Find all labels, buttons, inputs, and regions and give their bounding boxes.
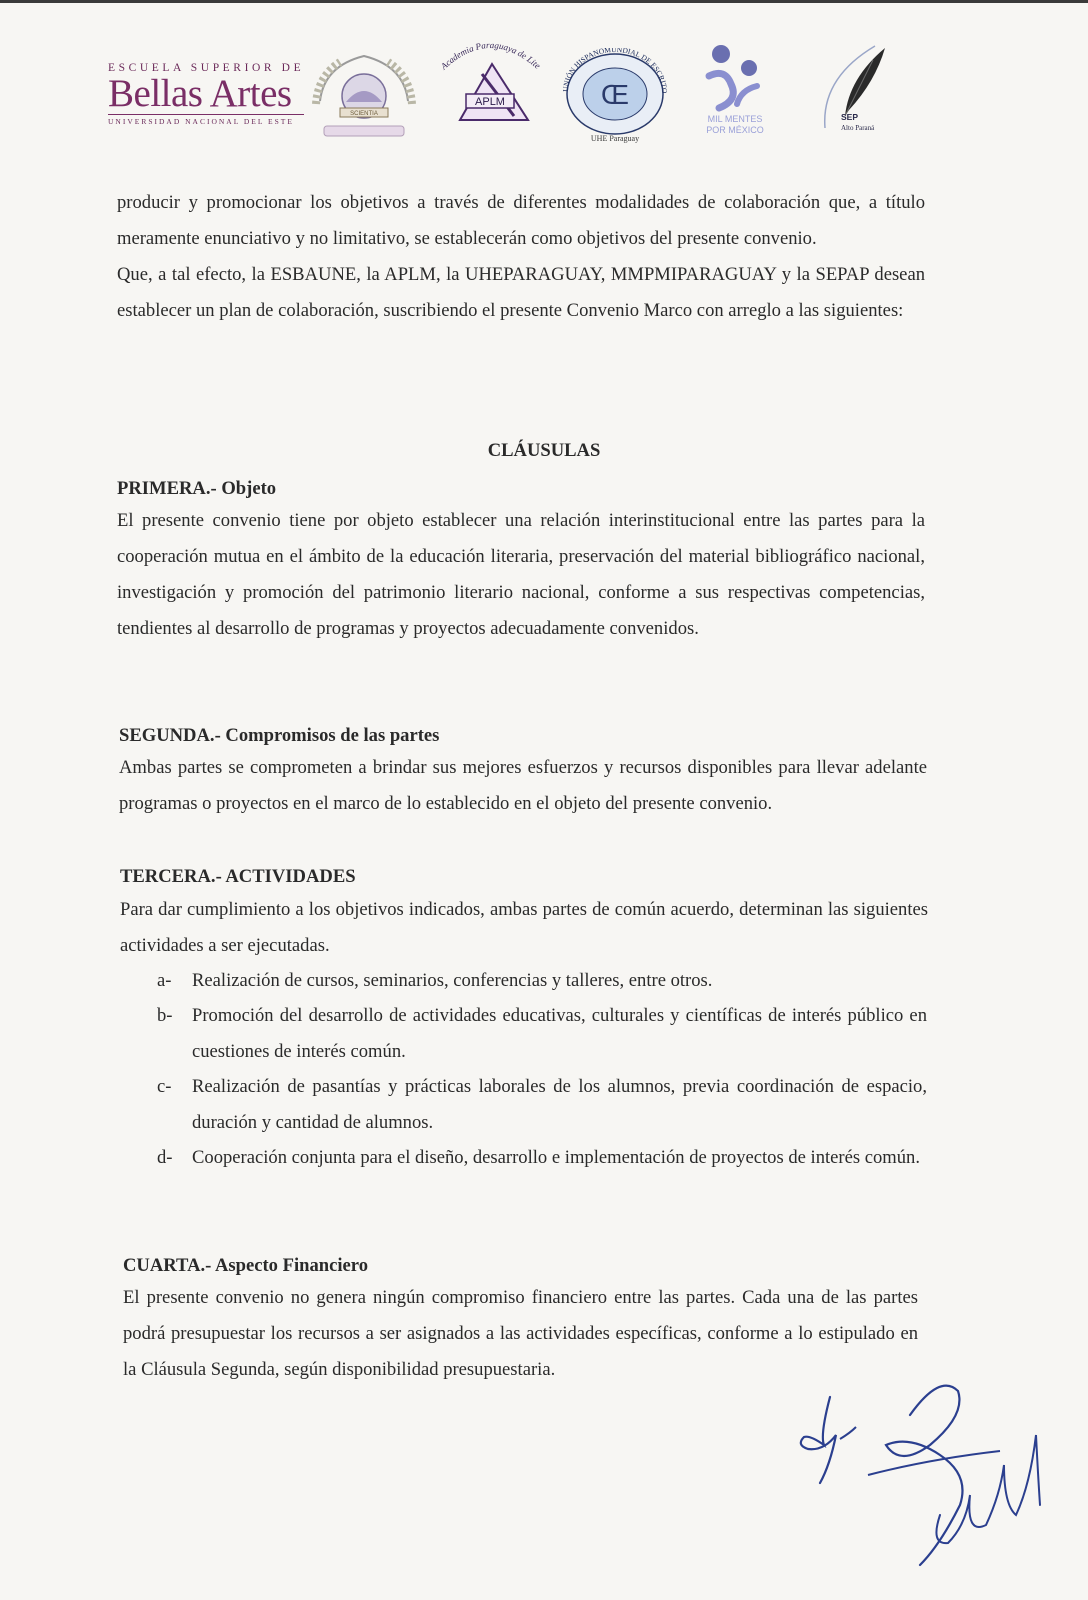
escuela-main-text: Bellas Artes [108, 72, 292, 115]
mil-mentes-line2: POR MÉXICO [706, 125, 764, 135]
svg-text:Academia Paraguaya de Literatu [430, 40, 543, 72]
seal-text: SCIENTIA [350, 111, 378, 117]
primera-text: El presente convenio tiene por objeto establecer una relación interinstitucional entre las partes para la cooperación mutua en el ámbito de la educación literaria, preservación del material bibliográfico nacional, investigación y promoción del patrimonio literario nacional, conforme a sus respectivas competencias, tendientes al desarrollo de programas y proyectos adecuadamente convenidos. [117, 510, 925, 639]
segunda-text: Ambas partes se comprometen a brindar sus mejores esfuerzos y recursos disponibles para llevar adelante programas o proyectos en el marco de lo establecido en el objeto del presente convenio. [119, 757, 927, 814]
intro-paragraph-2: Que, a tal efecto, la ESBAUNE, la APLM, la UHEPARAGUAY, MMPMIPARAGUAY y la SEPAP desean establecer un plan de colaboración, suscribiendo el presente Convenio Marco con arreglo a las siguientes: [117, 264, 925, 321]
list-item [157, 998, 927, 1070]
list-item-text: Realización de cursos, seminarios, conferencias y talleres, entre otros. [192, 970, 713, 991]
aplm-arc-text: Academia Paraguaya de Lite [438, 40, 543, 72]
list-item-label: c- [157, 1076, 172, 1097]
list-item-text: Cooperación conjunta para el diseño, desarrollo e implementación de proyectos de interés común. [192, 1147, 921, 1168]
scan-top-edge [0, 0, 1088, 3]
list-item-label: b- [157, 1005, 173, 1026]
primera-title: PRIMERA.- Objeto [117, 478, 277, 499]
mil-mentes-logo [695, 38, 775, 141]
list-item [157, 1140, 927, 1176]
cuarta-title: CUARTA.- Aspecto Financiero [123, 1255, 369, 1276]
list-item-label: d- [157, 1147, 173, 1168]
uhe-arc-text: UNIÓN HISPANOMUNDIAL DE ESCRITO [560, 48, 670, 94]
svg-text:Œ: Œ [601, 79, 629, 110]
segunda-section [119, 750, 927, 822]
uhe-bottom-text: UHE Paraguay [590, 134, 640, 143]
aplm-logo [430, 40, 550, 151]
list-item-label: a- [157, 970, 172, 991]
tercera-text: Para dar cumplimiento a los objetivos indicados, ambas partes de común acuerdo, determinan las siguientes actividades a ser ejecutadas. [120, 899, 928, 956]
list-item-text: Realización de pasantías y prácticas laborales de los alumnos, previa coordinación de espacio, duración y cantidad de alumnos. [192, 1076, 927, 1133]
sep-alto-parana-logo [815, 38, 895, 143]
university-seal-logo [310, 46, 418, 149]
list-item [157, 963, 927, 999]
sep-line2: Alto Paraná [841, 124, 875, 132]
list-item [157, 1069, 927, 1141]
primera-section [117, 503, 925, 647]
tercera-section [120, 892, 928, 964]
segunda-title: SEGUNDA.- Compromisos de las partes [119, 725, 440, 746]
uhe-paraguay-logo [560, 48, 670, 149]
tercera-title: TERCERA.- ACTIVIDADES [120, 866, 356, 887]
mil-mentes-line1: MIL MENTES [707, 114, 763, 124]
aplm-abbr: APLM [475, 96, 505, 108]
intro-section [117, 185, 925, 329]
handwritten-signature [790, 1375, 1060, 1595]
cuarta-section [123, 1280, 918, 1388]
escuela-bellas-artes-logo [108, 62, 304, 126]
header-logos [105, 38, 925, 148]
list-item-text: Promoción del desarrollo de actividades educativas, culturales y científicas de interés público en cuestiones de interés común. [192, 1005, 927, 1062]
escuela-top-text: ESCUELA SUPERIOR DE [108, 62, 305, 74]
cuarta-text: El presente convenio no genera ningún compromiso financiero entre las partes. Cada una de las partes podrá presupuestar los recursos a ser asignados a las actividades específicas, conforme a lo estipulado en la Cláusula Segunda, según disponibilidad presupuestaria. [123, 1287, 918, 1380]
intro-paragraph-1: producir y promocionar los objetivos a través de diferentes modalidades de colaboración que, a título meramente enunciativo y no limitativo, se establecerán como objetivos del presente convenio. [117, 192, 925, 249]
sep-line1: SEP [841, 112, 859, 122]
escuela-bottom-text: UNIVERSIDAD NACIONAL DEL ESTE [108, 114, 304, 126]
clausulas-title: CLÁUSULAS [487, 440, 601, 461]
